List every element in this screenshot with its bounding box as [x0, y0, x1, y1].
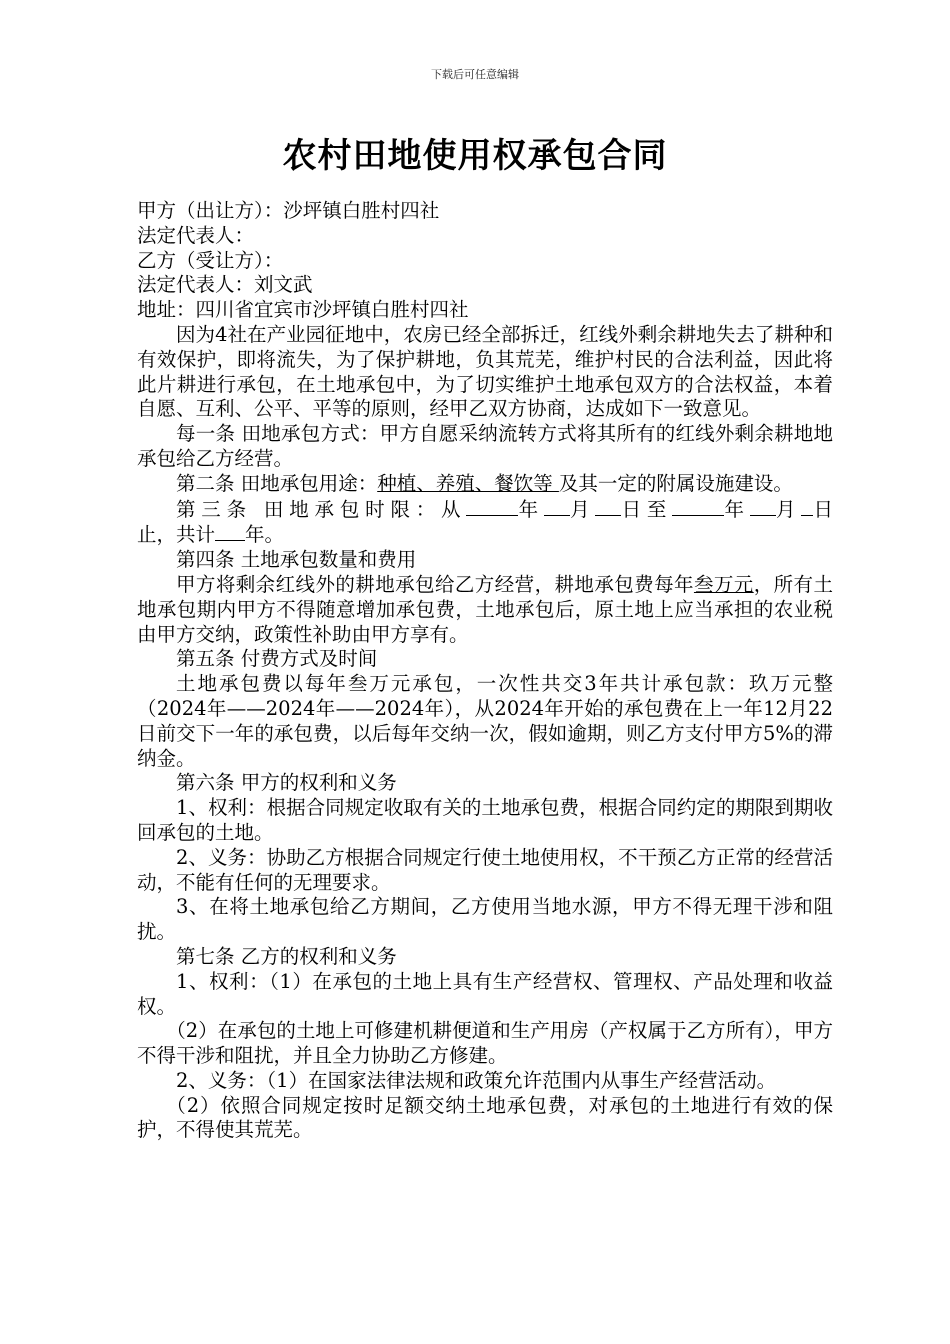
article-1: 每一条 田地承包方式：甲方自愿采纳流转方式将其所有的红线外剩余耕地地承包给乙方经营。: [137, 422, 833, 470]
blank-total-years: [215, 522, 245, 541]
party-a-line: 甲方（出让方）：沙坪镇白胜村四社: [137, 199, 440, 222]
header-note: 下载后可任意编辑: [431, 68, 519, 81]
rep-a-line: 法定代表人：: [137, 223, 255, 247]
article-7-item-2b: （2）依照合同规定按时足额交纳土地承包费，对承包的土地进行有效的保护，不得使其荒芜。: [137, 1093, 833, 1142]
blank-start-day: [595, 497, 621, 516]
article-7-item-1: 1、权利：（1）在承包的土地上具有生产经营权、管理权、产品处理和收益权。: [137, 969, 833, 1018]
article-3-year: 年: [518, 497, 544, 521]
article-3: [137, 497, 833, 549]
article-4-title: 第四条 土地承包数量和费用: [176, 548, 417, 572]
article-3-month: 月: [569, 497, 596, 521]
party-b-line: 乙方（受让方）：: [137, 248, 284, 272]
document-title: 农村田地使用权承包合同: [282, 136, 668, 176]
article-4-body: [137, 573, 833, 647]
article-3-end-year: 年: [724, 497, 750, 521]
article-6-item-2: 2、义务：协助乙方根据合同规定行使土地使用权，不干预乙方正常的经营活动，不能有任何的无理要求。: [137, 845, 833, 894]
article-3-day-to: 日至: [621, 497, 673, 521]
contract-body: [137, 199, 833, 1143]
article-6-item-1: 1、权利：根据合同规定收取有关的土地承包费，根据合同约定的期限到期收回承包的土地。: [137, 796, 833, 844]
article-5-body: 土地承包费以每年叁万元承包，一次性共交3年共计承包款：玖万元整（2024年——2024年——2024年），从2024年开始的承包费在上一年12月22日前交下一年的承包费，以后每年交纳一次，假如逾期，则乙方支付甲方5%的滞纳金。: [137, 672, 833, 770]
article-3-years: 年。: [245, 523, 285, 547]
article-3-lead: 第三条 田地承包时限：从: [176, 497, 467, 521]
article-4-lead: 甲方将剩余红线外的耕地承包给乙方经营，耕地承包费每年: [176, 572, 694, 596]
rep-b-line: 法定代表人：刘文武: [137, 273, 313, 297]
article-3-end-month: 月: [775, 497, 802, 521]
article-2-uses: 种植、养殖、餐饮等: [377, 471, 559, 495]
blank-end-month: [750, 497, 776, 516]
article-7-item-1b: （2）在承包的土地上可修建机耕便道和生产用房（产权属于乙方所有），甲方不得干涉和阻扰，并且全力协助乙方修建。: [137, 1019, 833, 1068]
article-4-tail: ，所有土地承包期内甲方不得随意增加承包费，土地承包后，原土地上应当承担的农业税由甲方交纳，政策性补助由甲方享有。: [137, 572, 833, 646]
blank-end-day: [801, 497, 813, 516]
article-6-item-3: 3、在将土地承包给乙方期间，乙方使用当地水源，甲方不得无理干涉和阻扰。: [137, 895, 833, 944]
article-7-item-2: 2、义务：（1）在国家法律法规和政策允许范围内从事生产经营活动。: [176, 1068, 777, 1092]
article-6-title: 第六条 甲方的权利和义务: [176, 771, 397, 795]
blank-start-year: [466, 497, 518, 516]
article-2: [137, 472, 833, 497]
blank-start-month: [544, 497, 570, 516]
article-3-total: 日止，共计: [137, 497, 833, 547]
address-line: 地址：四川省宜宾市沙坪镇白胜村四社: [137, 298, 469, 322]
article-2-tail: 及其一定的附属设施建设。: [558, 471, 793, 495]
article-4-fee: 叁万元: [693, 572, 754, 596]
article-2-lead: 第二条 田地承包用途：: [176, 471, 378, 495]
article-7-title: 第七条 乙方的权利和义务: [176, 944, 397, 968]
intro-paragraph: 因为4社在产业园征地中，农房已经全部拆迁，红线外剩余耕地失去了耕种和有效保护，即将流失，为了保护耕地，负其荒芜，维护村民的合法利益，因此将此片耕进行承包，在土地承包中，为了切实维护土地承包双方的合法权益，本着自愿、互利、公平、平等的原则，经甲乙双方协商，达成如下一致意见。: [137, 322, 833, 421]
blank-end-year: [672, 497, 724, 516]
article-5-title: 第五条 付费方式及时间: [176, 647, 378, 671]
